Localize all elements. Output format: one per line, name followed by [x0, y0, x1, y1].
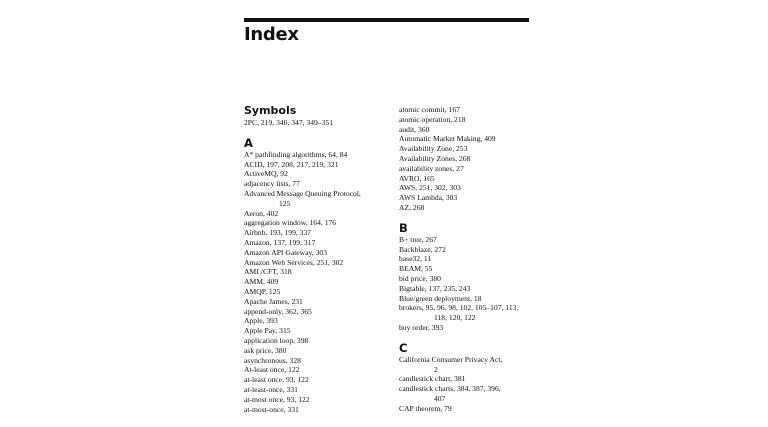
- index-entry-text: AML/CFT, 318: [244, 267, 292, 277]
- index-entry-text: B+ tree, 267: [399, 234, 437, 244]
- index-entry-continuation: 407: [434, 393, 446, 403]
- index-entry: [399, 144, 559, 154]
- index-entry: [244, 150, 394, 160]
- index-entry: [244, 228, 394, 238]
- index-entry-text: 2PC, 219, 346, 347, 349–351: [244, 118, 334, 127]
- index-entry-text: Availability Zones, 268: [399, 153, 471, 163]
- index-entry-text: atomic commit, 167: [399, 105, 460, 114]
- section-gap: [399, 333, 559, 341]
- section-heading: A: [244, 135, 253, 150]
- index-entry-text: Amazon API Gateway, 303: [244, 247, 328, 257]
- index-entry-text: ActiveMQ, 92: [244, 169, 288, 179]
- index-entry: [399, 125, 559, 135]
- index-entry-text: bid price, 380: [399, 273, 441, 283]
- index-entry: [399, 274, 559, 284]
- index-entry-text: A* pathfinding algorithms, 64, 84: [244, 149, 348, 159]
- index-entry: [244, 160, 394, 170]
- index-entry: [399, 245, 559, 255]
- index-right-column: [399, 105, 559, 414]
- index-entry-text: Airbnb, 193, 199, 337: [244, 228, 312, 238]
- section-gap: [244, 128, 394, 136]
- index-entry-text: AVRO, 165: [399, 173, 435, 183]
- index-entry: [244, 395, 394, 405]
- index-entry-text: application loop, 398: [244, 335, 309, 345]
- index-entry: [244, 209, 394, 219]
- index-entry-text: AMQP, 125: [244, 286, 281, 296]
- index-entry: [399, 154, 559, 164]
- index-entry-text: availability zones, 27: [399, 163, 464, 173]
- index-entry-text: Blue/green deployment, 18: [399, 293, 482, 303]
- index-entry-continuation: 2: [434, 364, 438, 374]
- index-entry: [244, 277, 394, 287]
- index-entry-continuation: 118, 120, 122: [434, 313, 476, 323]
- index-entry: [399, 355, 559, 375]
- index-entry: [399, 264, 559, 274]
- index-entry: [244, 267, 394, 277]
- index-entry: [399, 164, 559, 174]
- index-entry-text: at-most-once, 331: [244, 404, 299, 414]
- index-entry: [244, 307, 394, 317]
- index-entry-text: Availability Zone, 253: [399, 144, 468, 154]
- index-entry-text: at-most once, 93, 122: [244, 394, 310, 404]
- index-entry: [244, 356, 394, 366]
- index-entry-text: AWS, 251, 302, 303: [399, 183, 461, 193]
- index-entry: [244, 385, 394, 395]
- index-entry: [399, 384, 559, 404]
- index-entry-text: Amazon, 137, 199, 317: [244, 237, 316, 247]
- index-entry: [244, 258, 394, 268]
- index-entry-text: ask price, 380: [244, 345, 287, 355]
- index-entry: [399, 254, 559, 264]
- index-entry: [399, 134, 559, 144]
- index-entry: [244, 375, 394, 385]
- index-entry: [244, 218, 394, 228]
- index-entry-text: Advanced Message Queuing Protocol,: [244, 188, 361, 198]
- section-heading: B: [399, 220, 408, 235]
- index-entry: [399, 105, 559, 115]
- index-entry: [244, 287, 394, 297]
- index-entry-text: Automatic Market Making, 409: [399, 134, 496, 144]
- index-entry-text: at-least once, 93, 122: [244, 375, 309, 385]
- index-entry-text: atomic operation, 218: [399, 114, 466, 124]
- index-entry: [244, 297, 394, 307]
- index-entry: [244, 118, 394, 128]
- index-entry-text: asynchronous, 328: [244, 355, 301, 365]
- index-entry: [244, 326, 394, 336]
- index-entry: [399, 174, 559, 184]
- index-entry: [399, 294, 559, 304]
- section-heading: C: [399, 340, 408, 355]
- index-entry-text: AMM, 409: [244, 277, 279, 287]
- index-entry: [244, 316, 394, 326]
- index-entry: [244, 169, 394, 179]
- index-entry-text: Apple, 393: [244, 316, 278, 326]
- section-gap: [399, 213, 559, 221]
- index-entry: [399, 323, 559, 333]
- index-entry-text: audit, 360: [399, 124, 430, 134]
- index-entry-text: Apple Pay, 315: [244, 326, 291, 336]
- index-entry-text: CAP theorem, 79: [399, 403, 452, 413]
- index-entry: [244, 189, 394, 209]
- index-entry: [399, 303, 559, 323]
- index-entry: [399, 235, 559, 245]
- index-entry-text: candlestick chart, 381: [399, 374, 466, 384]
- page-title: Index: [244, 24, 299, 45]
- index-entry-text: AWS Lambda, 303: [399, 193, 458, 203]
- index-entry: [399, 404, 559, 414]
- index-entry: [244, 179, 394, 189]
- index-entry-text: At-least once, 122: [244, 365, 300, 375]
- index-left-column: [244, 104, 394, 414]
- index-entry-text: Aeron, 402: [244, 208, 279, 218]
- index-entry-text: Apache James, 231: [244, 296, 303, 306]
- index-entry-text: California Consumer Privacy Act,: [399, 354, 503, 364]
- index-entry: [244, 238, 394, 248]
- index-entry-continuation: 125: [279, 198, 291, 208]
- index-entry: [244, 365, 394, 375]
- index-entry-text: base32, 11: [399, 254, 432, 264]
- section-heading: Symbols: [244, 104, 297, 117]
- index-entry: [244, 346, 394, 356]
- index-entry-text: aggregation window, 164, 176: [244, 218, 337, 228]
- index-entry-text: Amazon Web Services, 251, 302: [244, 257, 344, 267]
- index-entry: [399, 115, 559, 125]
- index-entry-text: Bigtable, 137, 235, 243: [399, 283, 471, 293]
- index-entry-text: ACID, 197, 208, 217, 219, 321: [244, 159, 339, 169]
- index-entry-text: candlestick charts, 384, 387, 396,: [399, 384, 501, 394]
- index-entry-text: AZ, 268: [399, 202, 425, 212]
- index-entry-text: BEAM, 55: [399, 264, 433, 274]
- index-entry: [244, 248, 394, 258]
- index-entry: [399, 284, 559, 294]
- title-rule: [244, 18, 529, 22]
- index-entry-text: Backblaze, 272: [399, 244, 446, 254]
- index-entry: [244, 336, 394, 346]
- index-entry-text: at-least-once, 331: [244, 384, 298, 394]
- index-entry: [244, 405, 394, 415]
- index-entry-text: brokers, 95, 96, 98, 102, 105–107, 113,: [399, 303, 519, 313]
- index-entry-text: append-only, 362, 365: [244, 306, 312, 316]
- index-entry: [399, 183, 559, 193]
- index-entry-text: buy order, 393: [399, 322, 444, 332]
- index-entry-text: adjacency lists, 77: [244, 179, 300, 189]
- index-entry: [399, 203, 559, 213]
- index-entry: [399, 374, 559, 384]
- index-entry: [399, 193, 559, 203]
